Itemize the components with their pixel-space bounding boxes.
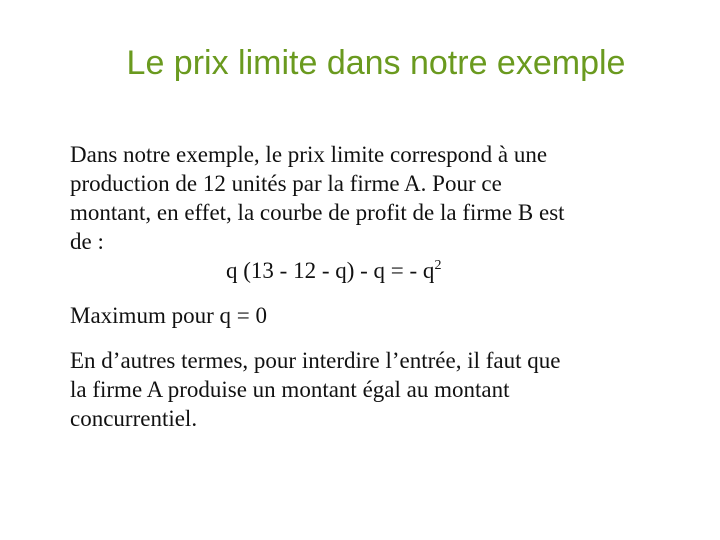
text-line: montant, en effet, la courbe de profit de la firme B est — [70, 200, 565, 225]
paragraph-intro — [70, 140, 700, 285]
text-line: Dans notre exemple, le prix limite correspond à une — [70, 142, 548, 167]
slide-title: Le prix limite dans notre exemple — [126, 44, 626, 82]
text-line: production de 12 unités par la firme A. Pour ce — [70, 171, 502, 196]
text-line: En d’autres termes, pour interdire l’entrée, il faut que — [70, 348, 561, 373]
formula-text: q (13 - 12 - q) - q = - q — [226, 258, 435, 283]
text-line: de : — [70, 229, 104, 254]
slide-body — [70, 140, 700, 433]
text-line: concurrentiel. — [70, 406, 198, 431]
profit-formula — [70, 256, 700, 285]
paragraph-conclusion — [70, 346, 700, 433]
text-line: la firme A produise un montant égal au montant — [70, 377, 510, 402]
formula-exponent: 2 — [434, 258, 442, 273]
paragraph-maximum: Maximum pour q = 0 — [70, 303, 267, 328]
